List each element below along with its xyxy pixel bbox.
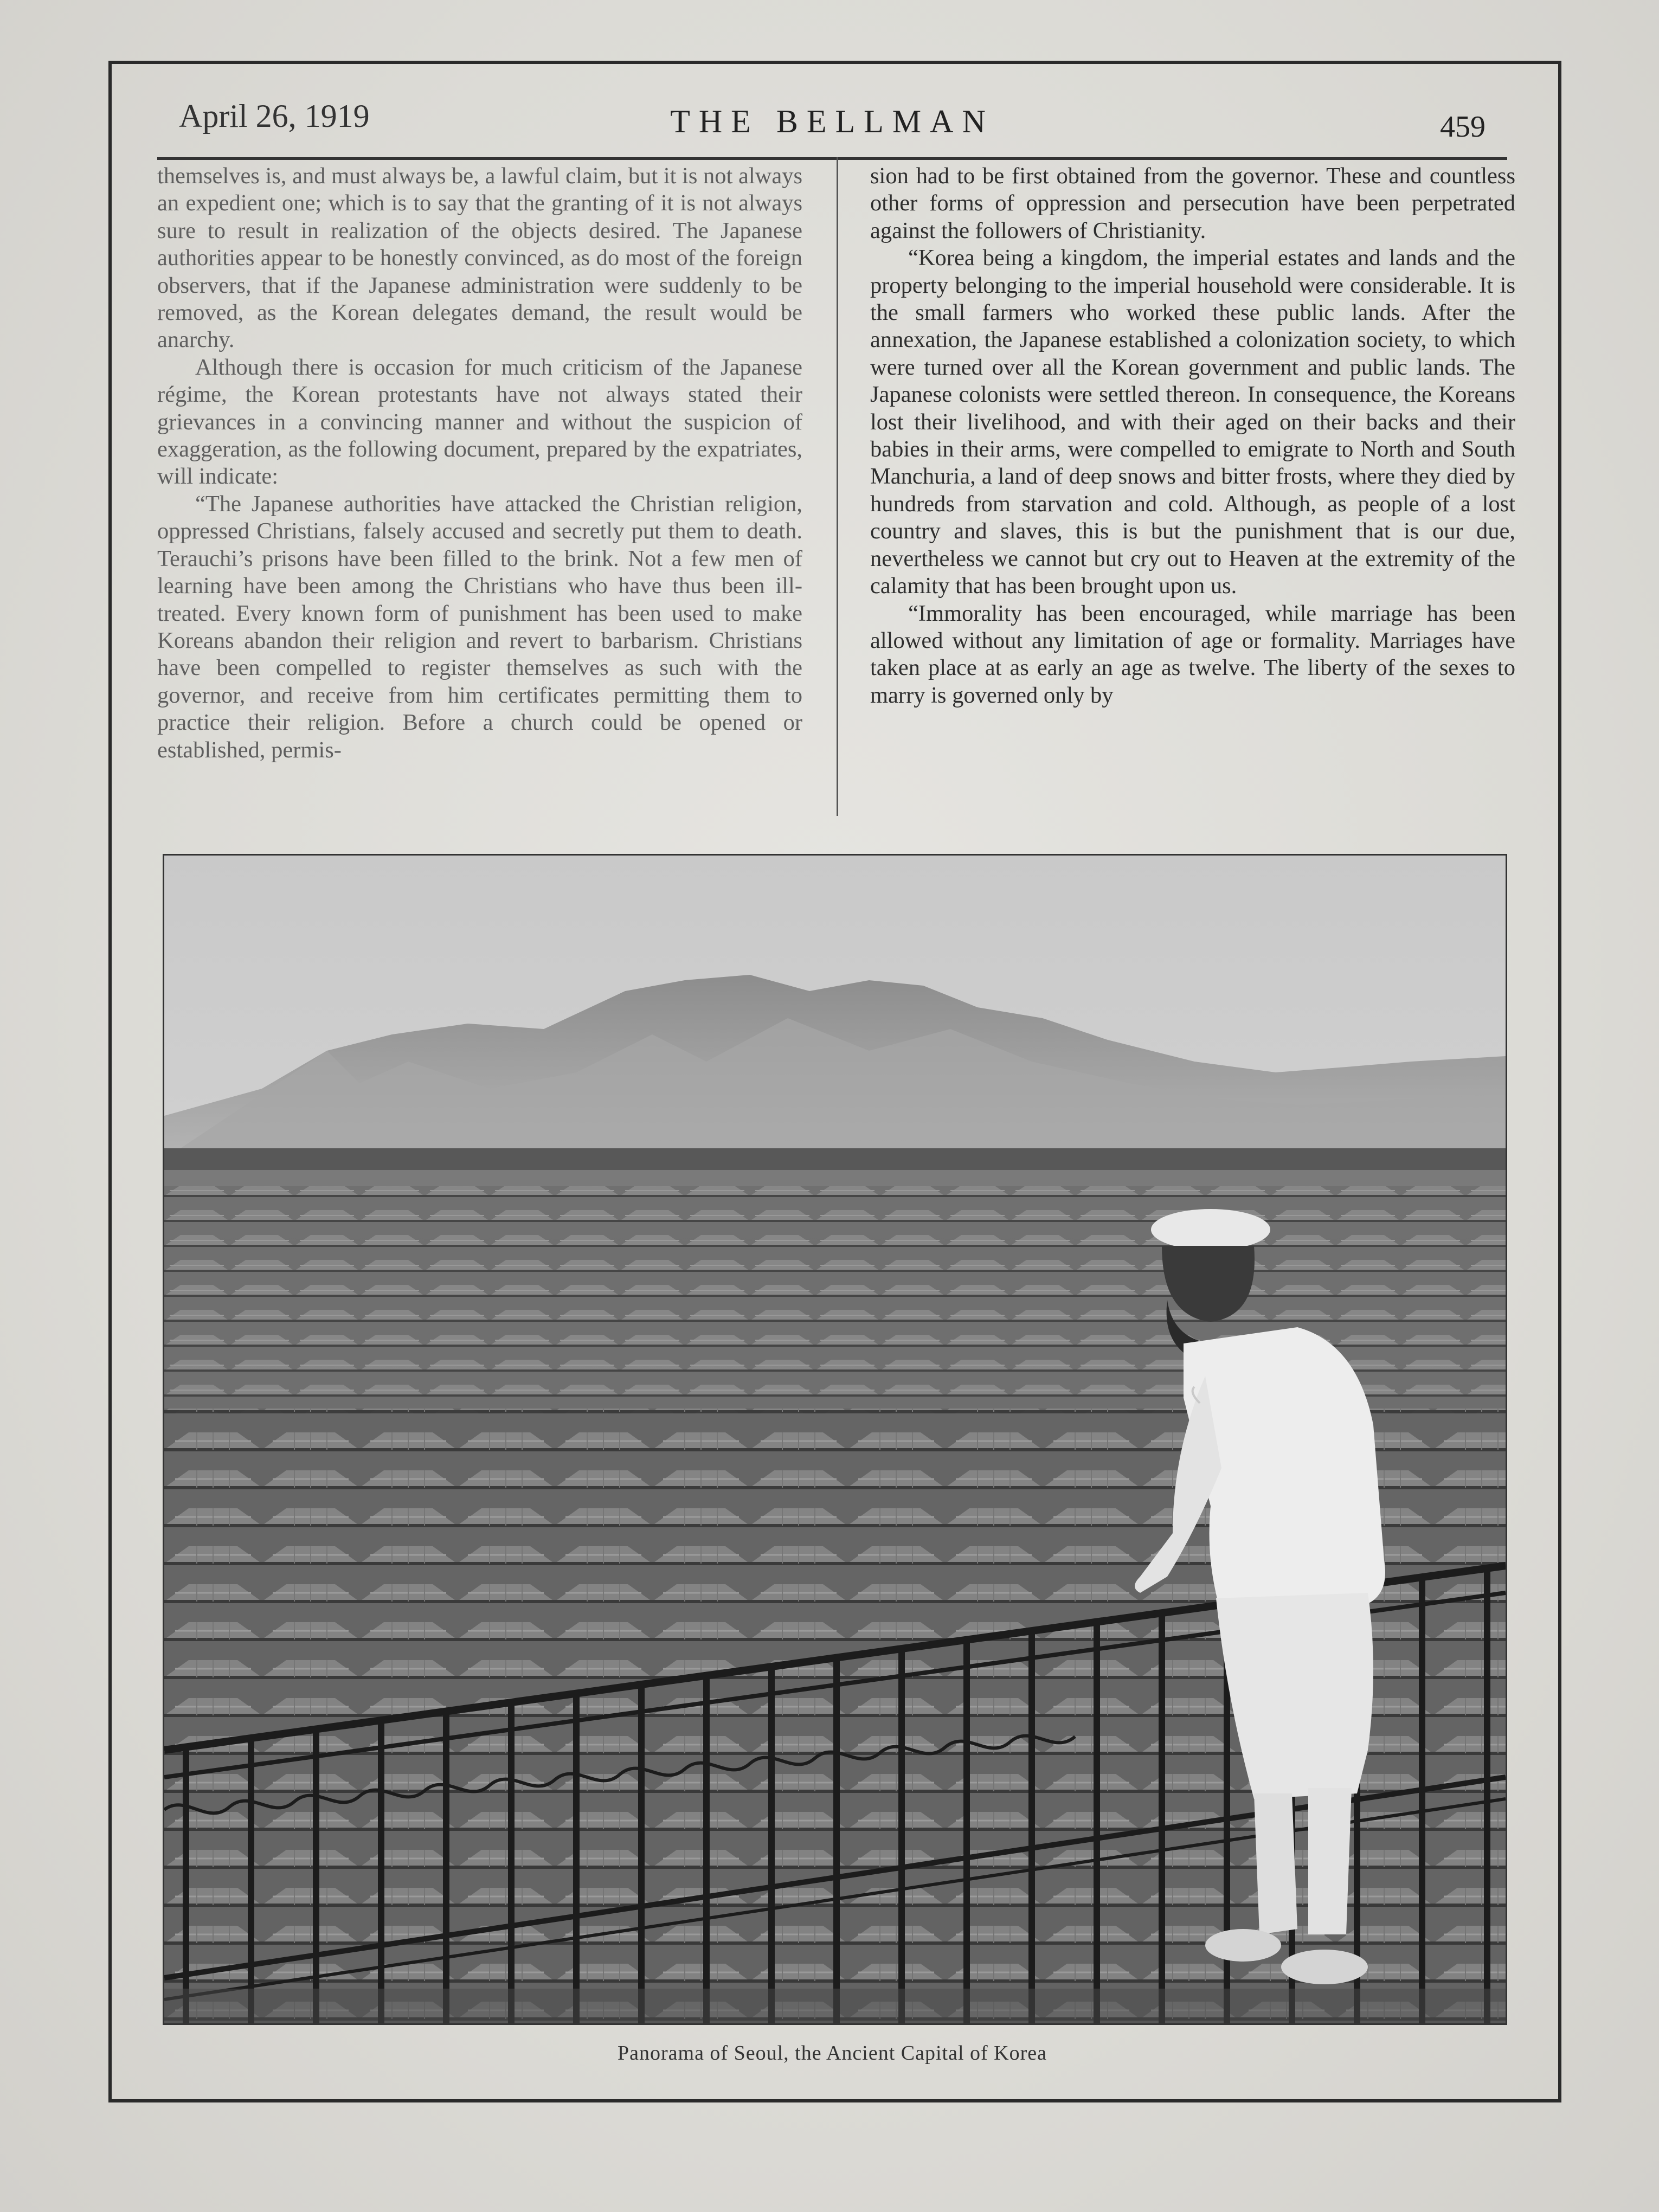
right-paragraph-1: sion had to be first obtained from the governor. These and countless other forms of oppression and persecution have been perpetrated against the followers of Christianity.: [870, 163, 1515, 243]
right-paragraph-2: “Korea being a kingdom, the imperial estates and lands and the property belonging to the imperial household were considerable. It is the small farmers who worked these public lands. After the annexation, the Japanese established a colonization society, to which were turned over all the Korean government and public lands. The Japanese colonists were settled thereon. In consequence, the Koreans lost their livelihood, and with their aged on their backs and their babies in their arms, were compelled to emigrate to North and South Manchuria, a land of deep snows and bitter frosts, where they died by hundreds from starvation and cold. Although, as people of a lost country and slaves, this is but the punishment that is our due, nevertheless we cannot but cry out to Heaven at the extremity of the calamity that has been brought upon us.: [870, 245, 1515, 599]
column-divider-rule: [837, 157, 838, 816]
issue-date: April 26, 1919: [179, 98, 370, 134]
page-number: 459: [1440, 110, 1486, 144]
seoul-panorama-photo: [163, 854, 1507, 2025]
left-paragraph-2: Although there is occasion for much criticism of the Japanese régime, the Korean protestants have not always stated their grievances in a convincing manner and without the suspicion of exaggeration, as the following document, prepared by the expatriates, will indicate:: [157, 354, 802, 490]
right-paragraph-3: “Immorality has been encouraged, while marriage has been allowed without any limitation of age or formality. Marriages have taken place at as early an age as twelve. The liberty of the sexes to marry is governed only by: [870, 600, 1515, 708]
publication-title: THE BELLMAN: [670, 104, 994, 139]
page-header: [157, 92, 1507, 160]
right-text-column: [870, 163, 1515, 824]
left-paragraph-3: “The Japanese authorities have attacked the Christian religion, oppressed Christians, falsely accused and secretly put them to death. Terauchi’s prisons have been filled to the brink. Not a few men of learning have been among the Christians who have thus been illtreated. Every known form of punishment has been used to make Koreans abandon their religion and revert to barbarism. Christians have been compelled to register themselves as such with the governor, and receive from him certificates permitting them to practice their religion. Before a church could be opened or established, permis-: [157, 491, 802, 763]
left-text-column: [157, 163, 802, 824]
photo-caption: Panorama of Seoul, the Ancient Capital of Korea: [617, 2042, 1047, 2065]
left-paragraph-1: themselves is, and must always be, a lawful claim, but it is not always an expedient one; which is to say that the granting of it is not always sure to result in realization of the objects desired. The Japanese authorities appear to be honestly convinced, as do most of the foreign observers, that if the Japanese administration were suddenly to be removed, as the Korean delegates demand, the result would be anarchy.: [157, 163, 802, 353]
